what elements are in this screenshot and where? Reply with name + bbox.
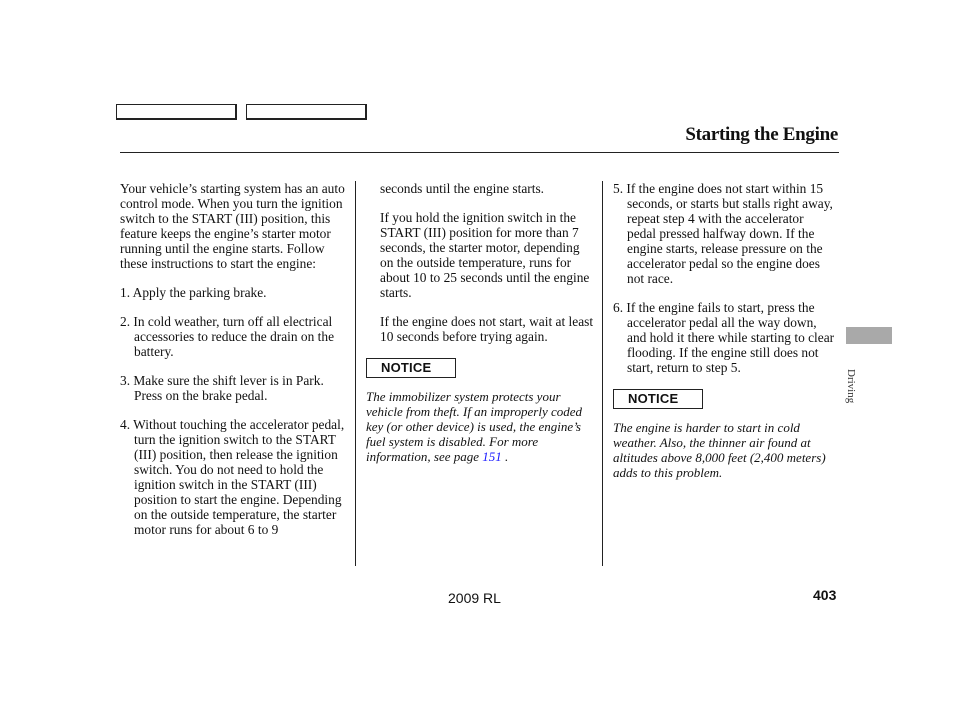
- wait-paragraph: If the engine does not start, wait at least 10 seconds before trying again.: [380, 314, 594, 344]
- page-number: 403: [813, 587, 837, 603]
- column-divider-2: [602, 181, 603, 566]
- step-6: 6. If the engine fails to start, press the accelerator pedal all the way down, and hold it there while starting to clear flooding. If the engine still does not start, return to step 5.: [613, 300, 835, 375]
- section-tab[interactable]: [846, 327, 892, 344]
- section-label: Driving: [845, 369, 857, 404]
- immobilizer-notice-text: The immobilizer system protects your vehicle from theft. If an improperly coded key (or other device) is used, the engine’s fuel system is disabled. For more information, see page: [366, 389, 583, 464]
- column-1: [120, 181, 348, 551]
- intro-paragraph: Your vehicle’s starting system has an auto control mode. When you turn the ignition switch to the START (III) position, this feature keeps the engine’s starter motor running until the engine starts. Follow these instructions to start the engine:: [120, 181, 345, 271]
- column-divider-1: [355, 181, 356, 566]
- column-3: [613, 181, 835, 494]
- step-5: 5. If the engine does not start within 15 seconds, or starts but stalls right away, repeat step 4 with the accelerator pedal pressed halfway down. If the engine starts, release pressure on the accelerator pedal so the engine does not race.: [613, 181, 833, 286]
- immobilizer-notice: [366, 389, 594, 464]
- notice-label: NOTICE: [366, 358, 456, 378]
- notice-label-2: NOTICE: [613, 389, 703, 409]
- notice-end: .: [505, 449, 509, 464]
- title-divider: [120, 152, 839, 153]
- page-151-link[interactable]: 151: [482, 449, 502, 464]
- step-2: 2. In cold weather, turn off all electrical accessories to reduce the drain on the battery.: [120, 314, 335, 359]
- step-4: 4. Without touching the accelerator pedal, turn the ignition switch to the START (III) position, then release the ignition switch. You do not need to hold the ignition switch in the START (III) position to start the engine. Depending on the outside temperature, the starter motor runs for about 6 to 9: [120, 417, 345, 537]
- column-2: [366, 181, 594, 478]
- footer-model: 2009 RL: [448, 590, 501, 606]
- cold-weather-notice: The engine is harder to start in cold weather. Also, the thinner air found at altitudes above 8,000 feet (2,400 meters) adds to this problem.: [613, 420, 826, 480]
- step-1: 1. Apply the parking brake.: [120, 285, 267, 300]
- hold-switch-paragraph: If you hold the ignition switch in the START (III) position for more than 7 seconds, the starter motor, depending on the outside temperature, runs for about 10 to 25 seconds until the engine starts.: [380, 210, 590, 300]
- step-3: 3. Make sure the shift lever is in Park. Press on the brake pedal.: [120, 373, 324, 403]
- step-4-continuation: seconds until the engine starts.: [380, 181, 545, 196]
- nav-button-contents[interactable]: [116, 104, 237, 120]
- nav-button-index[interactable]: [246, 104, 367, 120]
- page-title: Starting the Engine: [685, 124, 838, 145]
